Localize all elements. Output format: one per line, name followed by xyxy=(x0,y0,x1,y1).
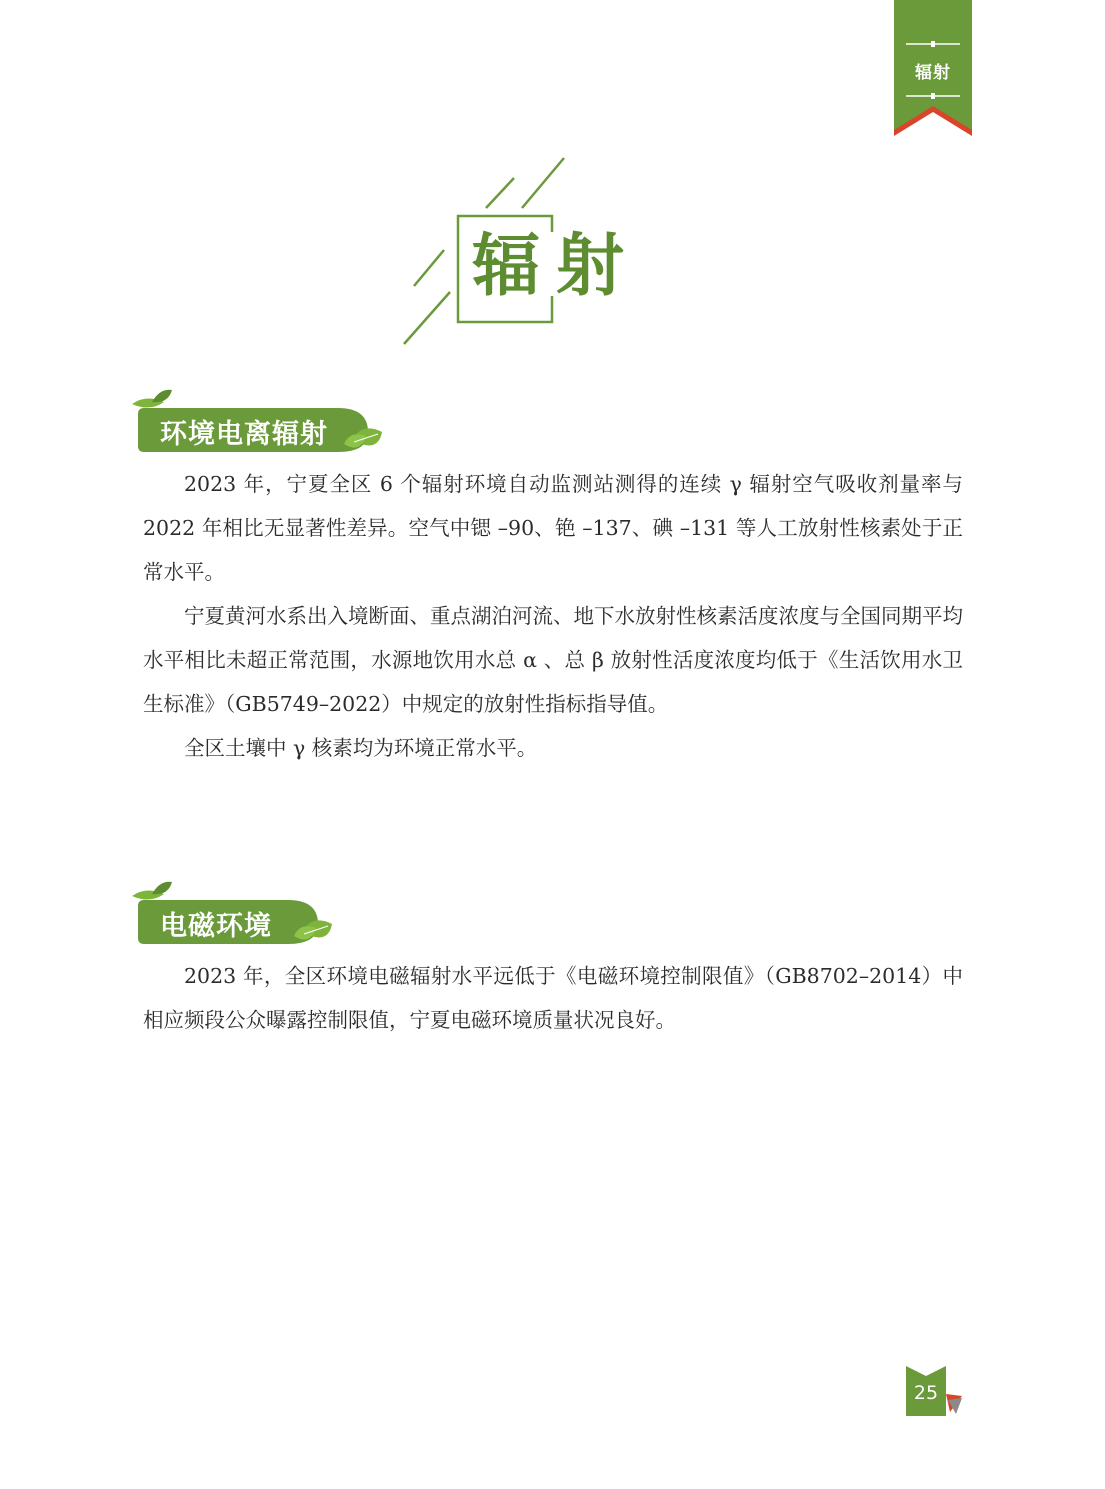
page-number: 25 xyxy=(913,1382,939,1404)
section-heading-label: 电磁环境 xyxy=(160,911,272,942)
leaf-icon xyxy=(132,882,172,900)
section-bookmark-tab xyxy=(894,0,972,136)
section-heading-electromagnetic xyxy=(130,880,340,960)
section-heading-label: 环境电离辐射 xyxy=(160,419,328,450)
chapter-title: 辐射 xyxy=(472,226,641,306)
paragraph: 2023 年，宁夏全区 6 个辐射环境自动监测站测得的连续 γ 辐射空气吸收剂量率与 2022 年相比无显著性差异。空气中锶 –90、铯 –137、碘 –131 等人工放射性核素处于正常水平。 xyxy=(143,472,963,584)
paragraph: 宁夏黄河水系出入境断面、重点湖泊河流、地下水放射性核素活度浓度与全国同期平均水平相比未超正常范围，水源地饮用水总 α 、总 β 放射性活度浓度均低于《生活饮用水卫生标准》（GB5749–2022）中规定的放射性指标指导值。 xyxy=(143,604,963,716)
paragraph: 全区土壤中 γ 核素均为环境正常水平。 xyxy=(184,736,538,760)
leaf-icon xyxy=(132,390,172,408)
bookmark-label: 辐射 xyxy=(915,63,951,83)
paragraph: 2023 年，全区环境电磁辐射水平远低于《电磁环境控制限值》（GB8702–2014）中相应频段公众曝露控制限值，宁夏电磁环境质量状况良好。 xyxy=(143,964,963,1032)
page-number-badge xyxy=(906,1366,966,1418)
section-heading-ionizing-radiation xyxy=(130,388,386,468)
